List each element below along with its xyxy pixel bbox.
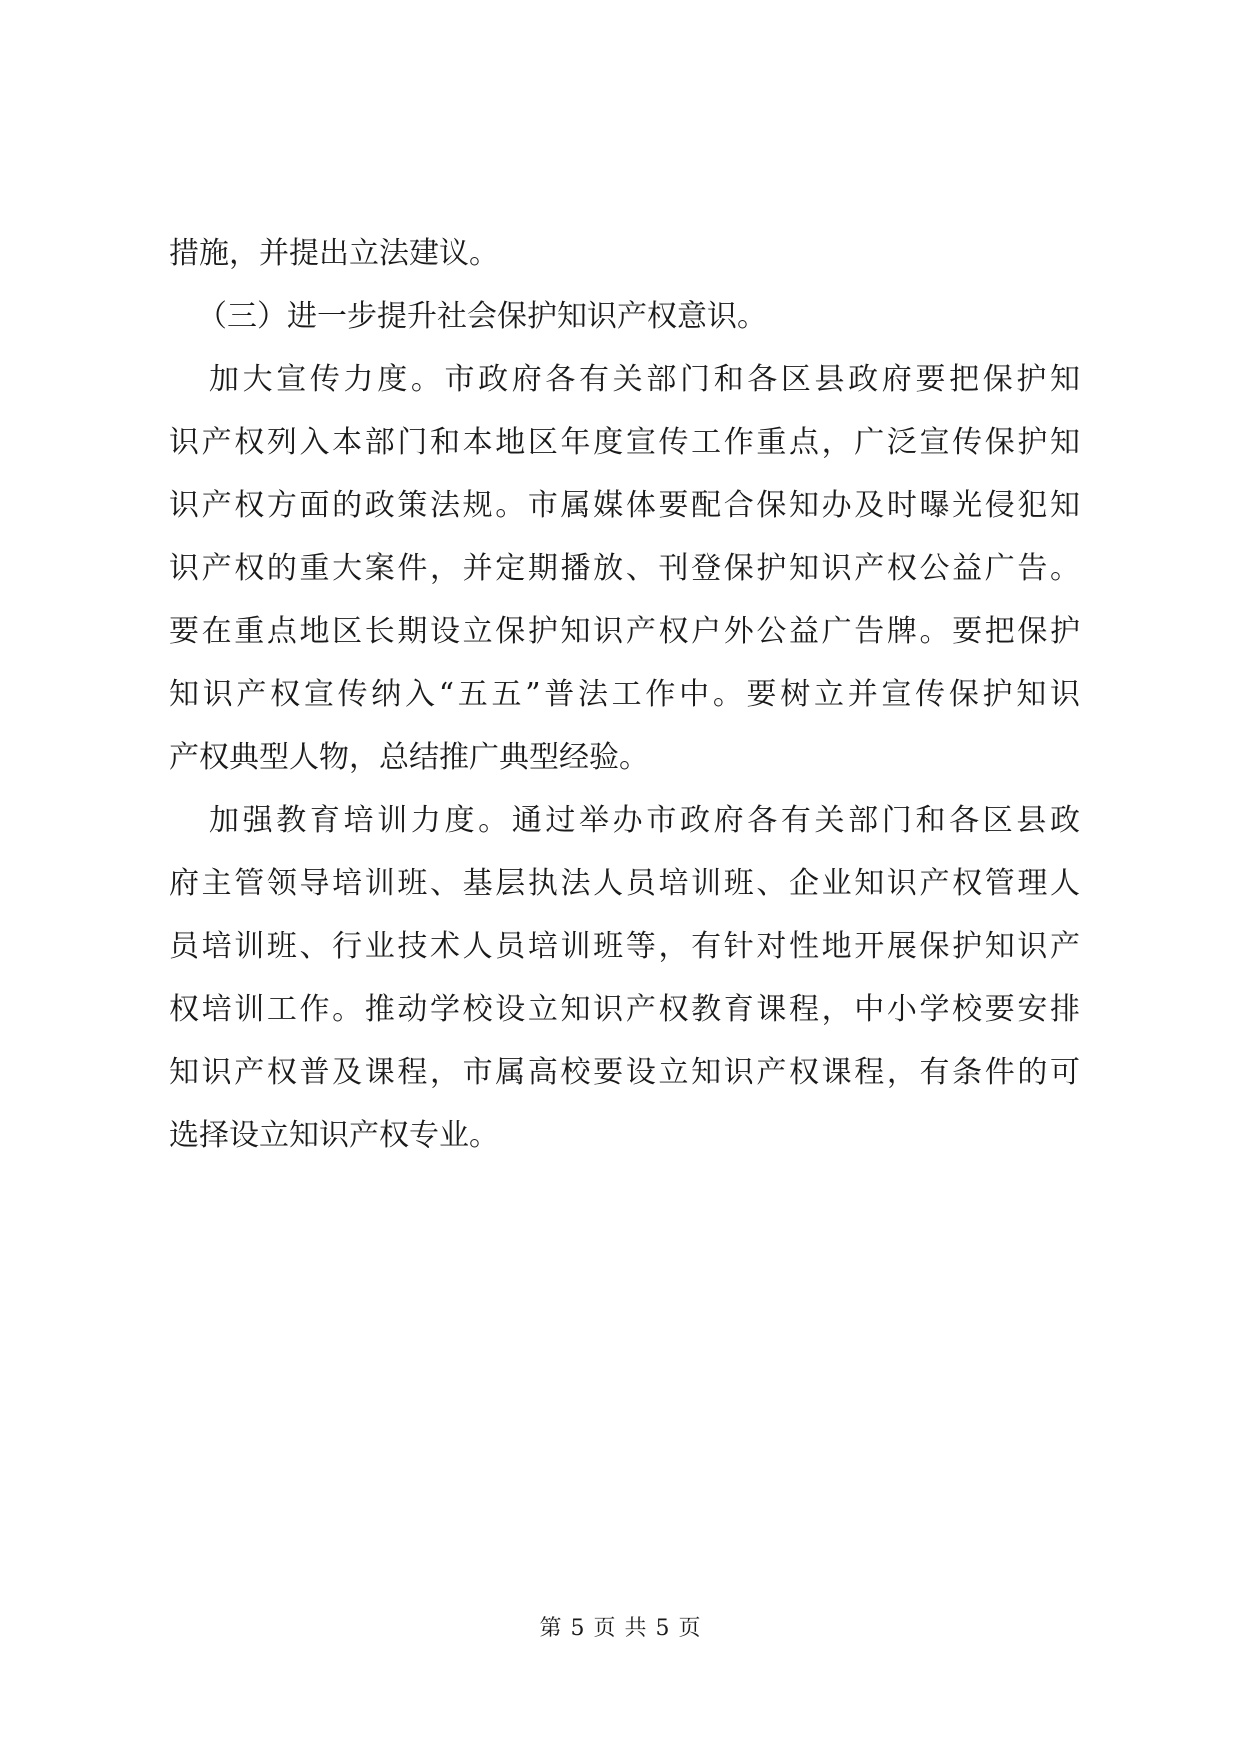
text-line: 加强教育培训力度。通过举办市政府各有关部门和各区县政 — [209, 803, 1080, 838]
text-line: 权培训工作。推动学校设立知识产权教育课程，中小学校要安排 — [169, 992, 1080, 1027]
page-footer: 第 5 页 共 5 页 — [539, 1616, 702, 1641]
text-line: 知识产权宣传纳入“五五”普法工作中。要树立并宣传保护知识 — [169, 677, 1080, 712]
text-line: 识产权的重大案件，并定期播放、刊登保护知识产权公益广告。 — [169, 551, 1080, 586]
text-line: 要在重点地区长期设立保护知识产权户外公益广告牌。要把保护 — [169, 614, 1080, 649]
text-line: 识产权列入本部门和本地区年度宣传工作重点，广泛宣传保护知 — [169, 425, 1080, 460]
text-line: 选择设立知识产权专业。 — [169, 1118, 499, 1153]
text-line: 措施，并提出立法建议。 — [169, 236, 499, 271]
text-line: 知识产权普及课程，市属高校要设立知识产权课程，有条件的可 — [169, 1055, 1080, 1090]
text-line: 员培训班、行业技术人员培训班等，有针对性地开展保护知识产 — [169, 929, 1080, 964]
text-line: 产权典型人物，总结推广典型经验。 — [169, 740, 649, 775]
text-line: 府主管领导培训班、基层执法人员培训班、企业知识产权管理人 — [169, 866, 1080, 901]
text-line: （三）进一步提升社会保护知识产权意识。 — [197, 299, 767, 334]
text-line: 识产权方面的政策法规。市属媒体要配合保知办及时曝光侵犯知 — [169, 488, 1080, 523]
text-line: 加大宣传力度。市政府各有关部门和各区县政府要把保护知 — [209, 362, 1080, 397]
body-text — [169, 222, 1080, 1167]
